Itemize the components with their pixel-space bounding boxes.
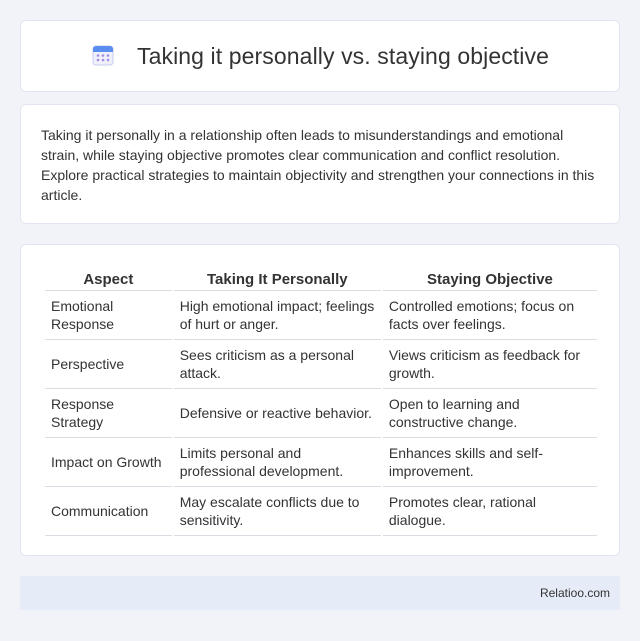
table-header-row: [45, 263, 597, 291]
personal-cell: High emotional impact; feelings of hurt or anger.: [174, 291, 381, 340]
intro-text: Taking it personally in a relationship often leads to misunderstandings and emotional strain, while staying objective promotes clear communication and conflict resolution. Explore practical strategies to maintain objectivity and strengthen your connections in this article.: [41, 127, 595, 203]
aspect-cell: Emotional Response: [45, 291, 172, 340]
objective-cell: Views criticism as feedback for growth.: [383, 340, 597, 389]
aspect-cell: Communication: [45, 487, 172, 536]
table-row: [45, 487, 597, 536]
objective-cell: Enhances skills and self-improvement.: [383, 438, 597, 487]
page-title: Taking it personally vs. staying objective: [136, 42, 549, 69]
personal-cell: Defensive or reactive behavior.: [174, 389, 381, 438]
header-staying-objective: Staying Objective: [383, 263, 597, 291]
header-taking-personally: Taking It Personally: [174, 263, 381, 291]
comparison-table: [43, 263, 599, 536]
footer: [20, 576, 620, 610]
table-row: [45, 291, 597, 340]
personal-cell: Limits personal and professional development.: [174, 438, 381, 487]
objective-cell: Promotes clear, rational dialogue.: [383, 487, 597, 536]
header-aspect: Aspect: [45, 263, 172, 291]
comparison-card: [20, 244, 620, 556]
intro-card: [20, 104, 620, 224]
aspect-cell: Perspective: [45, 340, 172, 389]
personal-cell: Sees criticism as a personal attack.: [174, 340, 381, 389]
aspect-cell: Response Strategy: [45, 389, 172, 438]
aspect-cell: Impact on Growth: [45, 438, 172, 487]
title-card: [20, 20, 620, 92]
objective-cell: Open to learning and constructive change.: [383, 389, 597, 438]
table-row: [45, 340, 597, 389]
personal-cell: May escalate conflicts due to sensitivity.: [174, 487, 381, 536]
calendar-icon: [91, 43, 115, 67]
table-row: [45, 389, 597, 438]
table-row: [45, 438, 597, 487]
objective-cell: Controlled emotions; focus on facts over feelings.: [383, 291, 597, 340]
footer-brand-link[interactable]: Relatioo.com: [539, 586, 610, 600]
